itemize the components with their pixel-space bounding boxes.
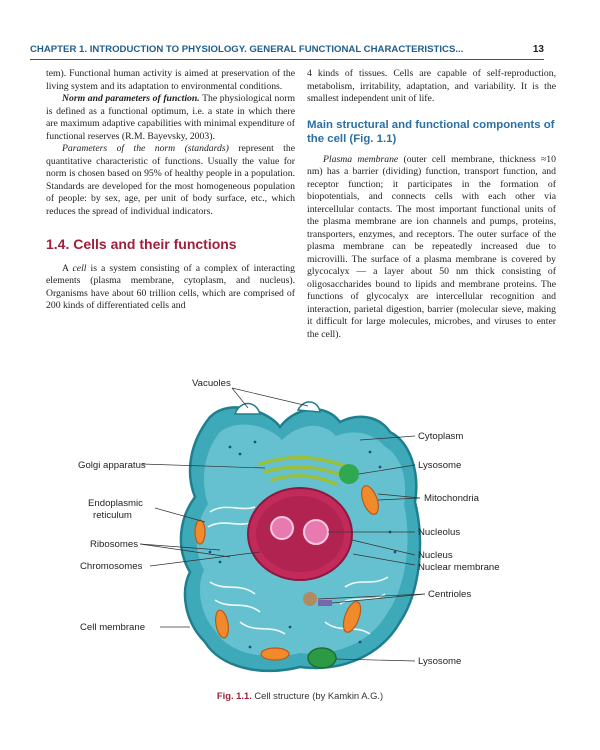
label-mitochondria: Mitochondria <box>424 493 479 504</box>
term: Plasma membrane <box>323 153 399 165</box>
paragraph: Plasma membrane (outer cell membrane, thickness ≈10 nm) has a barrier (dividing) function, transport function, and receptor function; it participates in the formation of biopotentials, and connects cells with each other via intercellular contacts. The most important functional units of the plasma membrane are ion channels and pumps, proteins, transporters, enzymes, and receptors. The outer surface of the plasma membrane can be repeatedly increased due to microvilli. The surface of a plasma membrane is covered by glycocalyx — a layer about 50 nm thick consisting of oligosaccharides bound to lipids and membrane proteins. The functions of glycocalyx are intercellular recognition and interaction, parietal digestion, barrier (molecular sieve, making it difficult for large molecules, microbes, and viruses to enter the cell). <box>307 153 556 340</box>
lysosome-shape <box>308 648 336 668</box>
vacuole-shape <box>298 402 320 412</box>
right-column <box>307 68 556 341</box>
subsection-title: Main structural and functional components of the cell (Fig. 1.1) <box>307 118 555 145</box>
label-lysosome-bottom: Lysosome <box>418 656 462 667</box>
left-column <box>46 68 295 313</box>
centriole-shape <box>303 592 317 606</box>
caption-label: Fig. 1.1. <box>216 690 252 701</box>
label-vacuoles: Vacuoles <box>192 378 231 389</box>
label-nucleus: Nucleus <box>418 550 453 561</box>
centriole-shape <box>318 600 332 606</box>
nucleolus-shape <box>271 517 293 539</box>
running-header <box>30 44 544 60</box>
label-ribosomes: Ribosomes <box>90 539 138 550</box>
section-title: 1.4. Cells and their functions <box>46 236 237 252</box>
term: cell <box>72 262 87 274</box>
paragraph: tem). Functional human activity is aimed at preservation of the living system and its adaptation to environmental conditions. <box>46 68 295 92</box>
label-lysosome-top: Lysosome <box>418 460 462 471</box>
term: Parameters of the norm (standards) <box>62 143 229 154</box>
figure-caption <box>0 690 600 701</box>
page-number: 13 <box>532 44 544 55</box>
term: Norm and parameters of function. <box>62 93 200 104</box>
label-endoplasmic: Endoplasmic <box>88 498 143 509</box>
label-reticulum: reticulum <box>93 510 132 521</box>
label-nucleolus: Nucleolus <box>418 527 461 538</box>
caption-text: Cell structure (by Kamkin A.G.) <box>251 690 384 701</box>
chapter-title: CHAPTER 1. INTRODUCTION TO PHYSIOLOGY. GENERAL FUNCTIONAL CHARACTERISTICS... <box>30 44 464 55</box>
vacuole-shape <box>235 404 260 415</box>
label-cell-membrane: Cell membrane <box>80 622 146 633</box>
paragraph: 4 kinds of tissues. Cells are capable of self-reproduction, metabolism, irritability, adaptation, and variability. It is the smallest independent unit of life. <box>307 68 556 104</box>
label-centrioles: Centrioles <box>428 589 472 600</box>
label-nuclear-membrane: Nuclear membrane <box>418 562 500 573</box>
label-cytoplasm: Cytoplasm <box>418 431 464 442</box>
paragraph: Norm and parameters of function. The physiological norm is defined as a functional optimum, i.e. a state in which there are maximum adaptive capabilities with minimal expenditure of functional reserves (R.M. Bayevsky, 2003). <box>46 93 295 142</box>
nucleolus-shape <box>304 520 328 544</box>
lysosome-shape <box>339 464 359 484</box>
label-chromosomes: Chromosomes <box>80 561 143 572</box>
cell-figure <box>60 372 540 692</box>
label-golgi-apparatus: Golgi apparatus <box>78 460 146 471</box>
paragraph: A cell is a system consisting of a complex of interacting elements (plasma membrane, cytoplasm, and nucleus). Organisms have about 60 trillion cells, which are comprised of 200 kinds of differentiated cells and <box>46 262 295 311</box>
cell-diagram <box>60 372 540 692</box>
paragraph: Parameters of the norm (standards) represent the quantitative characteristic of functions. Usually the value for norm is chosen based on 95% of healthy people in a population. Standards are developed for the most homogeneous population of people: by sex, age, per unit of body surface, etc., which reduces the spread of individual indicators. <box>46 143 295 217</box>
